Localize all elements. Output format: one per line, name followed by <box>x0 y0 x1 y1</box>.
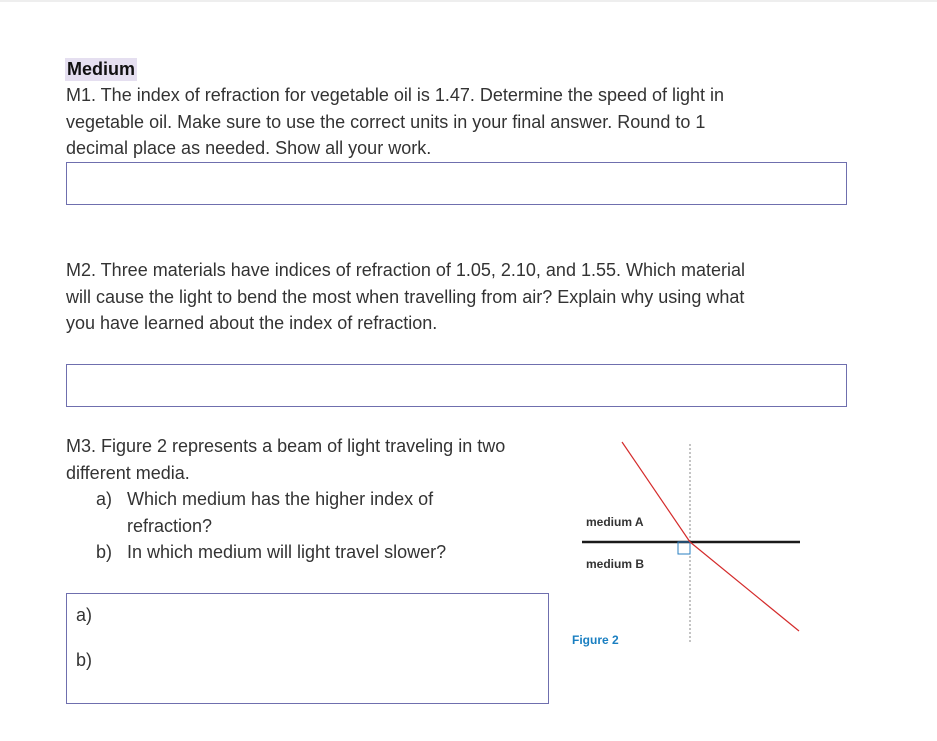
subpart-a <box>96 486 446 539</box>
question-m1-line: M1. The index of refraction for vegetable oil is 1.47. Determine the speed of light in <box>66 85 725 105</box>
figure-caption: Figure 2 <box>572 633 619 647</box>
subpart-marker: b) <box>96 542 113 562</box>
question-m3-line: M3. Figure 2 represents a beam of light traveling in two <box>66 436 506 456</box>
subpart-line: Which medium has the higher index of <box>127 489 434 509</box>
answer-label-a: a) <box>76 605 93 625</box>
answer-box-m1[interactable] <box>66 162 847 205</box>
subpart-b <box>96 539 446 566</box>
refraction-figure <box>560 430 820 660</box>
question-m2-line: M2. Three materials have indices of refraction of 1.05, 2.10, and 1.55. Which material <box>66 260 746 280</box>
answer-box-m3[interactable] <box>66 593 549 704</box>
question-m1 <box>66 82 724 162</box>
answer-label-b: b) <box>76 650 93 670</box>
question-m1-line: vegetable oil. Make sure to use the correct units in your final answer. Round to 1 <box>66 111 706 132</box>
question-m2 <box>66 257 745 337</box>
question-m2-line: you have learned about the index of refraction. <box>66 313 438 333</box>
question-m3 <box>66 433 505 486</box>
medium-b-label: medium B <box>586 557 645 571</box>
question-m2-line: will cause the light to bend the most when travelling from air? Explain why using what <box>66 286 745 307</box>
subpart-line: In which medium will light travel slower? <box>127 542 447 562</box>
subpart-marker: a) <box>96 489 113 509</box>
section-heading: Medium <box>67 59 136 79</box>
top-divider <box>0 0 937 2</box>
answer-box-m2[interactable] <box>66 364 847 407</box>
subpart-line: refraction? <box>127 515 213 536</box>
refracted-ray <box>690 542 799 631</box>
medium-a-label: medium A <box>586 515 644 529</box>
question-m1-line: decimal place as needed. Show all your work. <box>66 138 432 158</box>
question-m3-subparts <box>96 486 446 566</box>
right-angle-mark <box>678 542 690 554</box>
question-m3-line: different media. <box>66 462 190 483</box>
